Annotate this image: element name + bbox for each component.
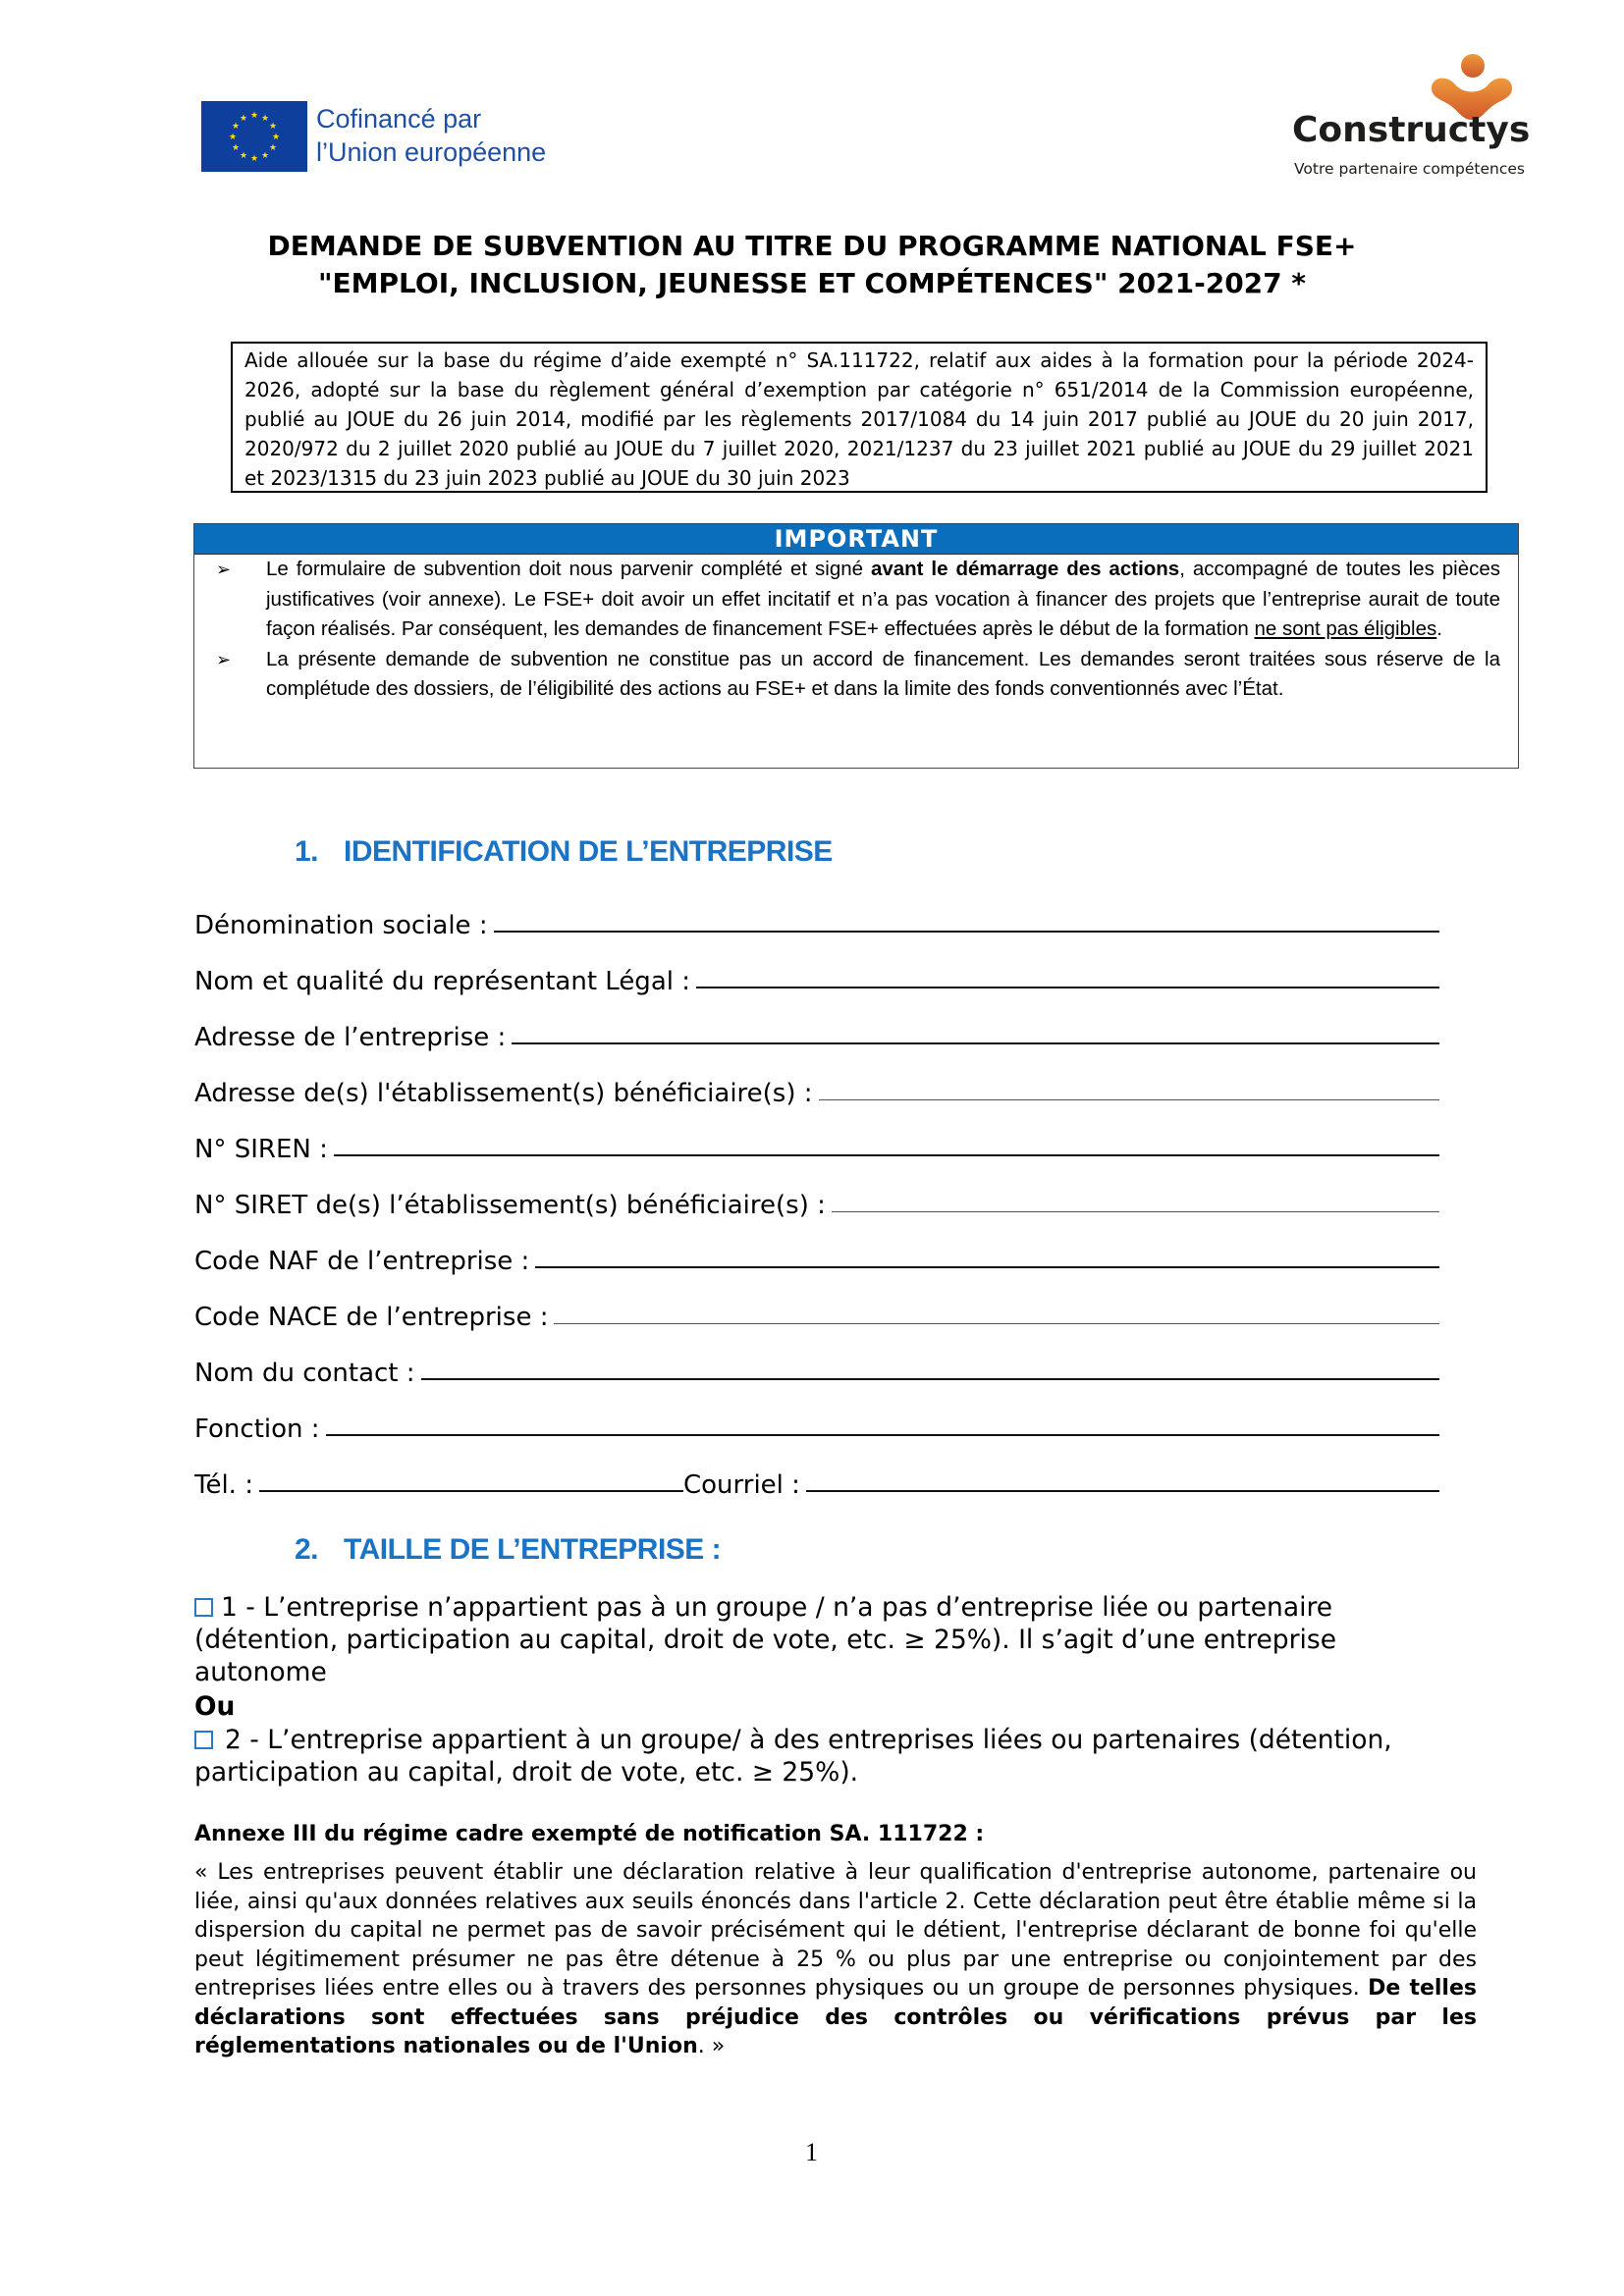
svg-text:★: ★ bbox=[268, 122, 278, 132]
page-number: 1 bbox=[805, 2138, 818, 2166]
input-line[interactable] bbox=[421, 1377, 1439, 1380]
field-label: Code NAF de l’entreprise : bbox=[194, 1247, 530, 1276]
field-adresse-entreprise[interactable] bbox=[194, 1013, 1439, 1052]
field-siret[interactable] bbox=[194, 1181, 1439, 1220]
section-number: 1. bbox=[295, 835, 319, 868]
tel-input-line[interactable] bbox=[259, 1489, 683, 1492]
svg-text:★: ★ bbox=[239, 114, 248, 124]
field-representant-legal[interactable] bbox=[194, 957, 1439, 996]
input-line[interactable] bbox=[535, 1265, 1439, 1268]
field-adresse-etablissement[interactable] bbox=[194, 1069, 1439, 1108]
important-item bbox=[194, 645, 1518, 705]
document-title bbox=[196, 228, 1428, 302]
annex-quote bbox=[194, 1858, 1477, 2061]
input-line[interactable] bbox=[554, 1322, 1439, 1324]
field-code-naf[interactable] bbox=[194, 1237, 1439, 1276]
important-item bbox=[194, 555, 1518, 645]
field-siren[interactable] bbox=[194, 1125, 1439, 1164]
svg-text:★: ★ bbox=[260, 151, 270, 161]
option-entreprise-autonome[interactable] bbox=[194, 1591, 1471, 1688]
svg-text:★: ★ bbox=[271, 133, 281, 142]
regime-notice-box: Aide allouée sur la base du régime d’aide exempté n° SA.111722, relatif aux aides à la formation pour la période 2024-2026, adopté sur la base du règlement général d’exemption par catégorie n° 651/2014 de la Commission européenne, publié au JOUE du 26 juin 2014, modifié par les règlements 2017/1084 du 14 juin 2017 publié au JOUE du 20 juin 2017, 2020/972 du 2 juillet 2020 publié au JOUE du 7 juillet 2020, 2021/1237 du 23 juillet 2021 publié au JOUE du 29 juillet 2021 et 2023/1315 du 23 juin 2023 publié au JOUE du 30 juin 2023 bbox=[231, 342, 1488, 493]
field-code-nace[interactable] bbox=[194, 1293, 1439, 1332]
field-tel-courriel bbox=[194, 1461, 1439, 1500]
important-item-bold: avant le démarrage des actions bbox=[870, 558, 1180, 580]
arrowhead-bullet-icon: ➢ bbox=[216, 649, 232, 669]
input-line[interactable] bbox=[494, 930, 1439, 933]
email-label: Courriel : bbox=[682, 1470, 800, 1500]
eu-label-line2: l’Union européenne bbox=[316, 137, 547, 167]
important-item-text: La présente demande de subvention ne constitue pas un accord de financement. Les demandes seront traitées sous réserve de la complétude des dossiers, de l’éligibilité des actions au FSE+ et dans la limite des fonds conventionnés avec l’État. bbox=[266, 647, 1500, 700]
input-line[interactable] bbox=[334, 1153, 1439, 1156]
important-item-text: Le formulaire de subvention doit nous parvenir complété et signé bbox=[266, 558, 871, 580]
field-label: N° SIREN : bbox=[194, 1135, 328, 1164]
title-line2: "EMPLOI, INCLUSION, JEUNESSE ET COMPÉTENCES" 2021-2027 * bbox=[317, 267, 1307, 299]
svg-text:★: ★ bbox=[231, 122, 241, 132]
input-line[interactable] bbox=[512, 1041, 1439, 1044]
annex-title: Annexe III du régime cadre exempté de notification SA. 111722 : bbox=[194, 1822, 985, 1846]
section-heading-taille bbox=[295, 1533, 721, 1567]
svg-text:★: ★ bbox=[228, 133, 238, 142]
constructys-tagline: Votre partenaire compétences bbox=[1294, 160, 1525, 178]
annex-text-end: . » bbox=[697, 2034, 726, 2058]
field-label: Nom du contact : bbox=[194, 1359, 415, 1388]
eu-label-line1: Cofinancé par bbox=[316, 104, 482, 133]
svg-text:★: ★ bbox=[239, 151, 248, 161]
tel-label: Tél. : bbox=[194, 1470, 253, 1500]
section-heading-identification bbox=[295, 835, 833, 869]
svg-text:★: ★ bbox=[268, 143, 278, 153]
section-title: TAILLE DE L’ENTREPRISE : bbox=[344, 1533, 722, 1566]
field-label: Dénomination sociale : bbox=[194, 911, 488, 940]
field-label: Code NACE de l’entreprise : bbox=[194, 1303, 549, 1332]
important-item-text: , accompagné de toutes les pièces justificatives (voir annexe). Le FSE+ doit avoir un effet incitatif et n’a pas vocation à financer des projets que l’entreprise aurait de toute façon réalisés. Par conséquent, les demandes de financement FSE+ effectuées après le début de la formation bbox=[266, 558, 1501, 640]
annex-text: « Les entreprises peuvent établir une déclaration relative à leur qualification d'entreprise autonome, partenaire ou liée, ainsi qu'aux données relatives aux seuils énoncés dans l'article 2. Cette déclaration peut être établie même si la dispersion du capital ne permet pas de savoir précisément qui le détient, l'entreprise déclarant de bonne foi qu'elle peut légitimement présumer ne pas être détenue à 25 % ou plus par une entreprise ou conjointement par des entreprises liées entre elles ou à travers des personnes physiques ou un groupe de personnes physiques. bbox=[194, 1860, 1477, 2001]
field-label: Adresse de l’entreprise : bbox=[194, 1023, 507, 1052]
email-input-line[interactable] bbox=[806, 1489, 1439, 1492]
svg-text:★: ★ bbox=[231, 143, 241, 153]
title-line1: DEMANDE DE SUBVENTION AU TITRE DU PROGRAMME NATIONAL FSE+ bbox=[267, 230, 1357, 262]
input-line[interactable] bbox=[696, 986, 1439, 988]
field-nom-contact[interactable] bbox=[194, 1349, 1439, 1388]
field-label: N° SIRET de(s) l’établissement(s) bénéficiaire(s) : bbox=[194, 1191, 826, 1220]
important-notice-box bbox=[193, 523, 1519, 769]
field-label: Fonction : bbox=[194, 1415, 320, 1444]
important-item-underlined: ne sont pas éligibles bbox=[1254, 617, 1437, 640]
svg-text:★: ★ bbox=[249, 111, 259, 121]
field-fonction[interactable] bbox=[194, 1405, 1439, 1444]
field-label: Nom et qualité du représentant Légal : bbox=[194, 967, 690, 996]
field-denomination-sociale[interactable] bbox=[194, 901, 1439, 940]
section-number: 2. bbox=[295, 1533, 319, 1566]
arrowhead-bullet-icon: ➢ bbox=[216, 560, 232, 579]
input-line[interactable] bbox=[819, 1098, 1439, 1100]
separator-ou: Ou bbox=[194, 1691, 236, 1722]
important-item-text: . bbox=[1436, 617, 1442, 640]
checkbox-icon[interactable] bbox=[194, 1731, 213, 1749]
input-line[interactable] bbox=[832, 1210, 1439, 1212]
important-list bbox=[194, 555, 1518, 705]
svg-text:★: ★ bbox=[260, 114, 270, 124]
section-title: IDENTIFICATION DE L’ENTREPRISE bbox=[344, 835, 833, 868]
important-heading: IMPORTANT bbox=[194, 524, 1518, 555]
eu-cofinancing-label bbox=[316, 102, 546, 169]
constructys-brand-name: Constructys bbox=[1292, 110, 1531, 150]
svg-text:★: ★ bbox=[249, 154, 259, 164]
input-line[interactable] bbox=[326, 1433, 1439, 1436]
annex-bold-text: De telles déclarations sont effectuées sans préjudice des contrôles ou vérifications prévus par les réglementations nationales ou de l'Union bbox=[194, 1976, 1477, 2058]
option-label: 1 - L’entreprise n’appartient pas à un groupe / n’a pas d’entreprise liée ou partenaire (détention, participation au capital, droit de vote, etc. ≥ 25%). Il s’agit d’une entreprise autonome bbox=[194, 1592, 1336, 1687]
option-entreprise-groupe[interactable] bbox=[194, 1724, 1471, 1789]
eu-flag-icon bbox=[201, 101, 307, 172]
checkbox-icon[interactable] bbox=[194, 1598, 213, 1617]
field-label: Adresse de(s) l'établissement(s) bénéficiaire(s) : bbox=[194, 1079, 813, 1108]
option-label: 2 - L’entreprise appartient à un groupe/ à des entreprises liées ou partenaires (détention, participation au capital, droit de vote, etc. ≥ 25%). bbox=[194, 1725, 1392, 1788]
